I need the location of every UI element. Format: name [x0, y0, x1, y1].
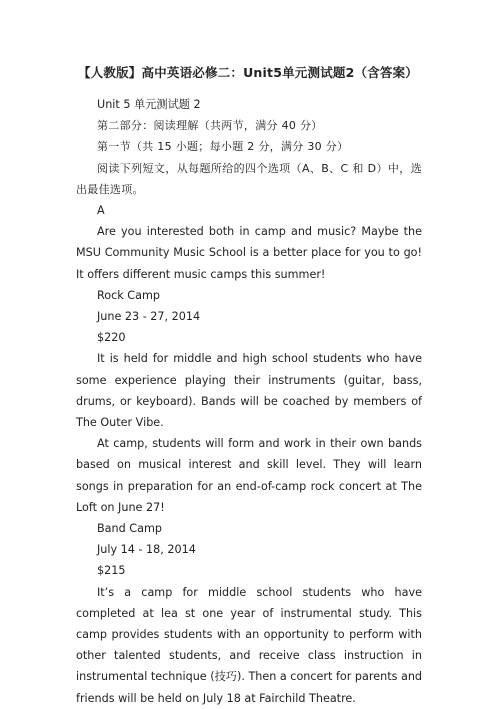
camp-dates-rock: June 23 - 27, 2014 — [97, 310, 201, 324]
document-title: 【人教版】高中英语必修二：Unit5单元测试题2（含答案） — [77, 65, 418, 80]
camp-price-rock: $220 — [97, 331, 126, 345]
camp-name-rock: Rock Camp — [97, 288, 160, 302]
camp-dates-band: July 14 - 18, 2014 — [97, 543, 196, 557]
passage-intro: Are you interested both in camp and music? Maybe the MSU Community Music School is a better place for you to go! It offers different music camps this summer! — [76, 225, 422, 281]
instructions: 阅读下列短文，从每题所给的四个选项（A、B、C 和 D）中，选出最佳选项。 — [76, 161, 422, 196]
passage-label: A — [97, 204, 105, 218]
camp-description-rock: It is held for middle and high school students who have some experience playing their instruments (guitar, bass, drums, or keyboard). Bands will be coached by members of The Outer Vibe. — [76, 352, 422, 430]
camp-details-rock: At camp, students will form and work in their own bands based on musical interest and skill level. They will learn songs in preparation for an end-of-camp rock concert at The Loft on June 27! — [76, 437, 422, 514]
section-heading: 第二部分：阅读理解（共两节，满分 40 分） — [97, 119, 323, 133]
document-body — [76, 94, 422, 709]
camp-price-band: $215 — [97, 564, 126, 578]
camp-name-band: Band Camp — [97, 522, 162, 536]
unit-heading: Unit 5 单元测试题 2 — [97, 98, 201, 111]
camp-description-band: It’s a camp for middle school students who have completed at lea st one year of instrumental study. This camp provides students with an opportunity to perform with other talented students, and receive class instruction in instrumental technique (技巧). Then a concert for parents and friends will be held on July 18 at Fairchild Theatre. — [76, 585, 423, 705]
subsection-heading: 第一节（共 15 小题；每小题 2 分，满分 30 分） — [97, 140, 349, 154]
